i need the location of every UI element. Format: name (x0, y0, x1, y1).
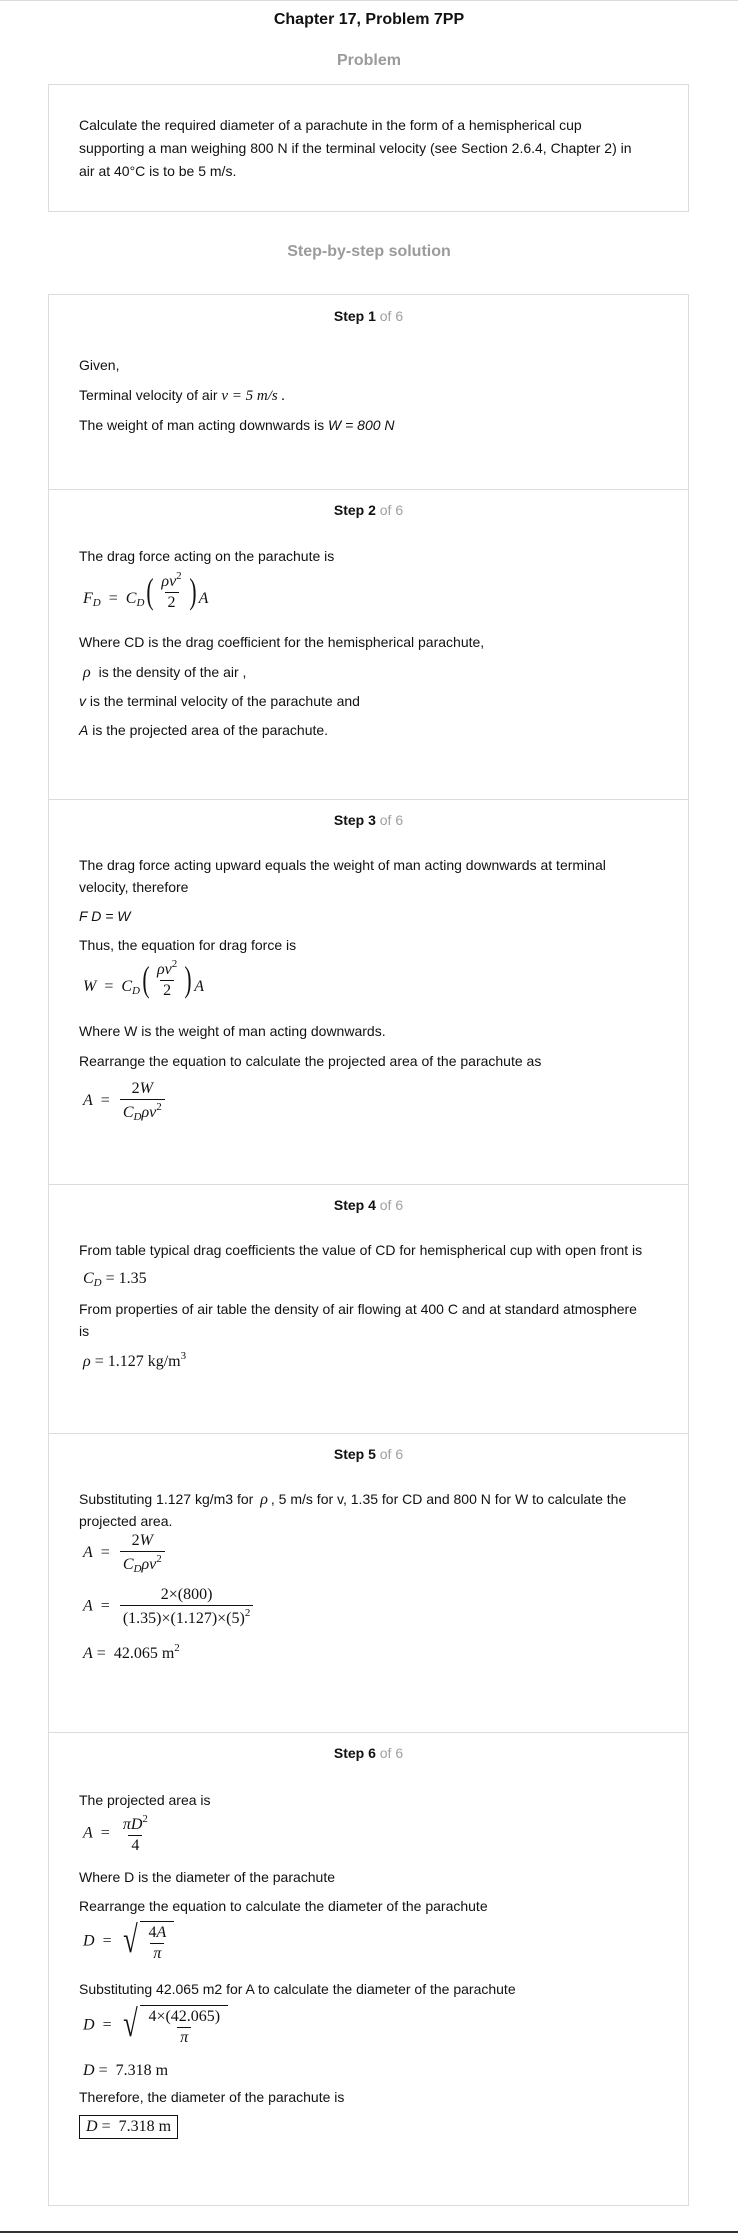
step-title (49, 502, 688, 518)
rho-line: ρ is the density of the air , (83, 664, 247, 681)
weight-equation: $W = C_D$ ( $\frac{\rho v^2}{2}$ ) A (83, 958, 205, 999)
step-5 (49, 1434, 688, 1732)
step-of-label: of 6 (379, 1745, 404, 1761)
diameter-result: D = 7.318 m (83, 2062, 169, 2079)
where-w: Where W is the weight of man acting downwards. (79, 1023, 386, 1039)
drag-equation: $F_D = C_D$ ( $\frac{\rho v^2}{2}$ ) A (83, 570, 209, 611)
problem-line: Calculate the required diameter of a parachute in the form of a hemispherical cup (79, 117, 582, 133)
diameter-substitution: D = √ $\frac{4\times(42.065)}{\pi}$ (83, 2005, 228, 2047)
steps-box (48, 294, 689, 2206)
step-1 (49, 295, 688, 489)
props-line1: From properties of air table the density of air flowing at 400 C and at standard atmosphere (79, 1301, 637, 1317)
step-of-label: of 6 (379, 1446, 404, 1462)
area-result-value: 42.065 m (113, 1645, 175, 1662)
projected-area-line: The projected area is (79, 1792, 211, 1808)
step3-line1: The drag force acting upward equals the weight of man acting downwards at terminal (79, 857, 606, 873)
rho-equation: ρ = 1.127 $kg/m^3$ (83, 1350, 187, 1370)
substitution-line1: Substituting 1.127 kg/m3 for ρ , 5 m/s for v, 1.35 for CD and 800 N for W to calculate the (79, 1491, 627, 1508)
step-of-label: of 6 (379, 1197, 404, 1213)
table-line: From table typical drag coefficients the value of CD for hemispherical cup with open front is (79, 1242, 643, 1258)
step-of-label: of 6 (379, 812, 404, 828)
step-label: Step 3 (333, 812, 376, 828)
thus-line: Thus, the equation for drag force is (79, 937, 297, 953)
step-label: Step 4 (333, 1197, 376, 1213)
step-label: Step 5 (333, 1446, 376, 1462)
a-text: is the projected area of the parachute. (92, 722, 329, 738)
step-3 (49, 800, 688, 1184)
problem-text (79, 114, 654, 183)
cd-equation: $C_D = 1.35$ (83, 1270, 147, 1289)
problem-heading: Problem (336, 52, 401, 69)
substitution-line2: projected area. (79, 1513, 173, 1529)
where-cd: Where CD is the drag coefficient for the hemispherical parachute, (79, 634, 485, 650)
area-substitution: A = $\frac{2\times(800)}{(1.35)\times(1.127)\times(5)^2}$ (83, 1586, 255, 1628)
area-equation: A = $\frac{2W}{C_D\rho v^2}$ (83, 1080, 167, 1123)
step-title (49, 1197, 688, 1213)
substitution-text-b: , 5 m/s for v, 1.35 for CD and 800 N for W to calculate the (270, 1491, 627, 1507)
step-of-label: of 6 (379, 308, 404, 324)
step-label: Step 6 (333, 1745, 376, 1761)
weight-text: The weight of man acting downwards is (79, 417, 325, 433)
velocity-text: Terminal velocity of air (79, 387, 218, 403)
problem-line: supporting a man weighing 800 N if the terminal velocity (see Section 2.6.4, Chapter 2) in (79, 140, 632, 156)
step-4 (49, 1185, 688, 1433)
velocity-line (79, 384, 659, 407)
sqrt-numerator: 4×(42.065) (148, 2008, 221, 2025)
area-diameter-equation: A = $\frac{\pi D^2}{4}$ (83, 1813, 148, 1854)
area-equation-repeat: A = $\frac{2W}{C_D\rho v^2}$ (83, 1532, 167, 1575)
fd-equals-w: F D = W (79, 908, 131, 924)
step-title (49, 1446, 688, 1462)
diameter-result-value: 7.318 m (115, 2062, 169, 2079)
calc-denominator: (1.35)×(1.127)×(5) (122, 1610, 245, 1627)
problem-line: air at 40°C is to be 5 m/s. (79, 163, 237, 179)
weight-value: W = 800 N (328, 417, 395, 433)
props-line2: is (79, 1323, 90, 1339)
v-line: v is the terminal velocity of the parachute and (79, 693, 360, 709)
step-label: Step 1 (333, 308, 376, 324)
solution-heading: Step-by-step solution (287, 243, 451, 260)
step-title (49, 1745, 688, 1761)
diameter-equation: D = √ $\frac{4A}{\pi}$ (83, 1921, 174, 1963)
rho-value: 1.127 kg/m (107, 1353, 181, 1370)
step-6 (49, 1733, 688, 2205)
v-text: is the terminal velocity of the parachute and (89, 693, 360, 709)
final-answer (79, 2115, 178, 2139)
where-d: Where D is the diameter of the parachute (79, 1869, 336, 1885)
rearrange-diameter: Rearrange the equation to calculate the diameter of the parachute (79, 1898, 488, 1914)
rho-text: is the density of the air , (98, 664, 247, 680)
step-label: Step 2 (333, 502, 376, 518)
page-title: Chapter 17, Problem 7PP (273, 11, 465, 28)
rearrange-area: Rearrange the equation to calculate the projected area of the parachute as (79, 1053, 542, 1069)
a-line: A is the projected area of the parachute. (79, 722, 329, 738)
calc-numerator: 2×(800) (160, 1586, 213, 1603)
velocity-value: v = 5 m/s . (221, 388, 286, 404)
given-text: Given, (79, 357, 120, 373)
therefore-line: Therefore, the diameter of the parachute is (79, 2089, 345, 2105)
area-result: A = 42.065 $m^2$ (83, 1642, 180, 1662)
step-title (49, 308, 688, 324)
final-answer-box: D = 7.318 m (79, 2115, 178, 2139)
drag-intro: The drag force acting on the parachute is (79, 548, 335, 564)
cd-value: 1.35 (118, 1270, 147, 1287)
top-rule (0, 0, 738, 1)
substituting-line: Substituting 42.065 m2 for A to calculate the diameter of the parachute (79, 1981, 516, 1997)
step-title (49, 812, 688, 828)
final-answer-value: 7.318 m (118, 2118, 172, 2135)
weight-line (79, 414, 659, 436)
step3-line2: velocity, therefore (79, 879, 189, 895)
substitution-text-a: Substituting 1.127 kg/m3 for (79, 1491, 254, 1507)
step-of-label: of 6 (379, 502, 404, 518)
step-2 (49, 490, 688, 799)
problem-box (48, 84, 689, 212)
